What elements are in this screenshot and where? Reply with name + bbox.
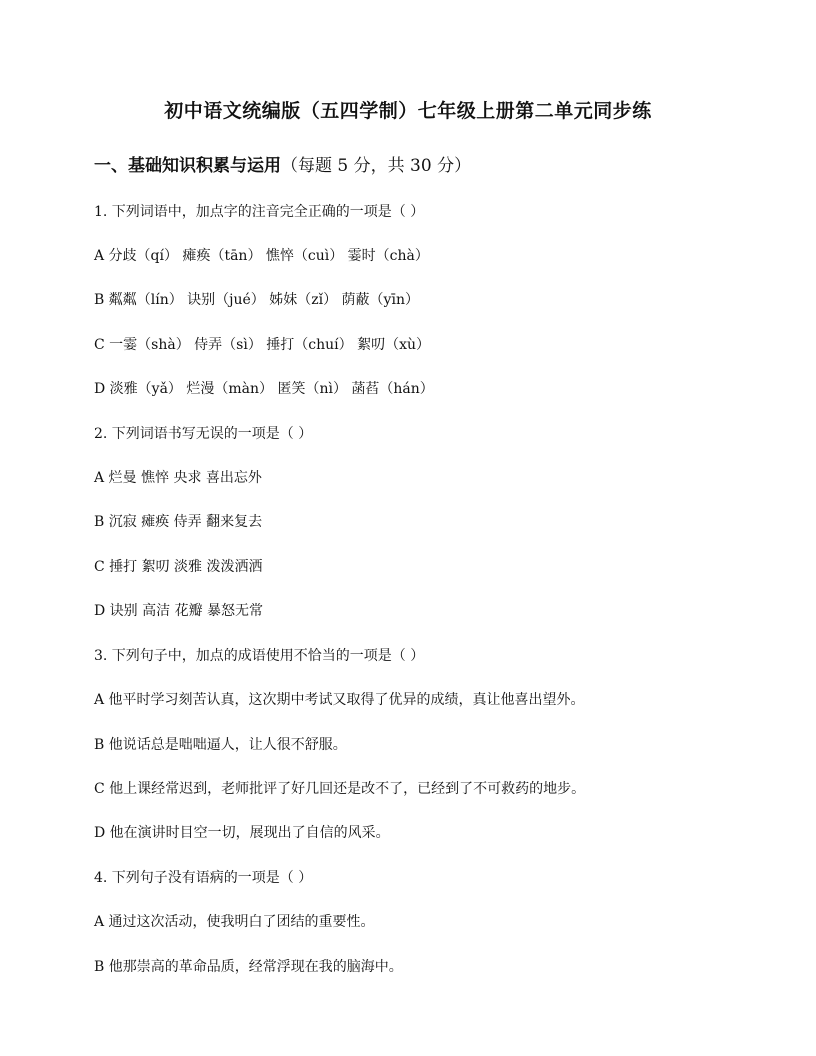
question-1-option-a: A 分歧（qí） 瘫痪（tān） 憔悴（cuì） 霎时（chà） (94, 248, 429, 264)
question-2-option-b: B 沉寂 瘫痪 侍弄 翻来复去 (94, 514, 263, 530)
question-2-option-a: A 烂曼 憔悴 央求 喜出忘外 (94, 470, 262, 486)
question-2-option-c: C 捶打 絮叨 淡雅 泼泼洒洒 (94, 559, 263, 575)
question-1-option-c: C 一霎（shà） 侍弄（sì） 捶打（chuí） 絮叨（xù） (94, 337, 430, 353)
question-2-option-d: D 诀别 高洁 花瓣 暴怒无常 (94, 603, 264, 619)
question-1-stem: 1. 下列词语中，加点字的注音完全正确的一项是（ ） (94, 204, 425, 220)
section-heading: 一、基础知识积累与运用 (94, 156, 281, 176)
question-1-option-b: B 粼粼（lín） 诀别（jué） 姊妹（zǐ） 荫蔽（yīn） (94, 292, 419, 308)
question-3-option-a: A 他平时学习刻苦认真，这次期中考试又取得了优异的成绩，真让他喜出望外。 (94, 692, 585, 708)
section-score: （每题 5 分，共 30 分） (281, 156, 472, 176)
section-heading-row (94, 151, 471, 176)
question-4-option-a: A 通过这次活动，使我明白了团结的重要性。 (94, 914, 375, 930)
question-3-stem: 3. 下列句子中，加点的成语使用不恰当的一项是（ ） (94, 648, 425, 664)
question-3-option-d: D 他在演讲时目空一切，展现出了自信的风采。 (94, 825, 390, 841)
document-title: 初中语文统编版（五四学制）七年级上册第二单元同步练 (164, 100, 652, 122)
question-1-option-d: D 淡雅（yǎ） 烂漫（màn） 匿笑（nì） 菡萏（hán） (94, 381, 434, 397)
question-4-option-b: B 他那崇高的革命品质，经常浮现在我的脑海中。 (94, 959, 403, 975)
question-3-option-b: B 他说话总是咄咄逼人，让人很不舒服。 (94, 737, 347, 753)
question-3-option-c: C 他上课经常迟到，老师批评了好几回还是改不了，已经到了不可救药的地步。 (94, 781, 586, 797)
question-2-stem: 2. 下列词语书写无误的一项是（ ） (94, 426, 313, 442)
question-4-stem: 4. 下列句子没有语病的一项是（ ） (94, 870, 313, 886)
